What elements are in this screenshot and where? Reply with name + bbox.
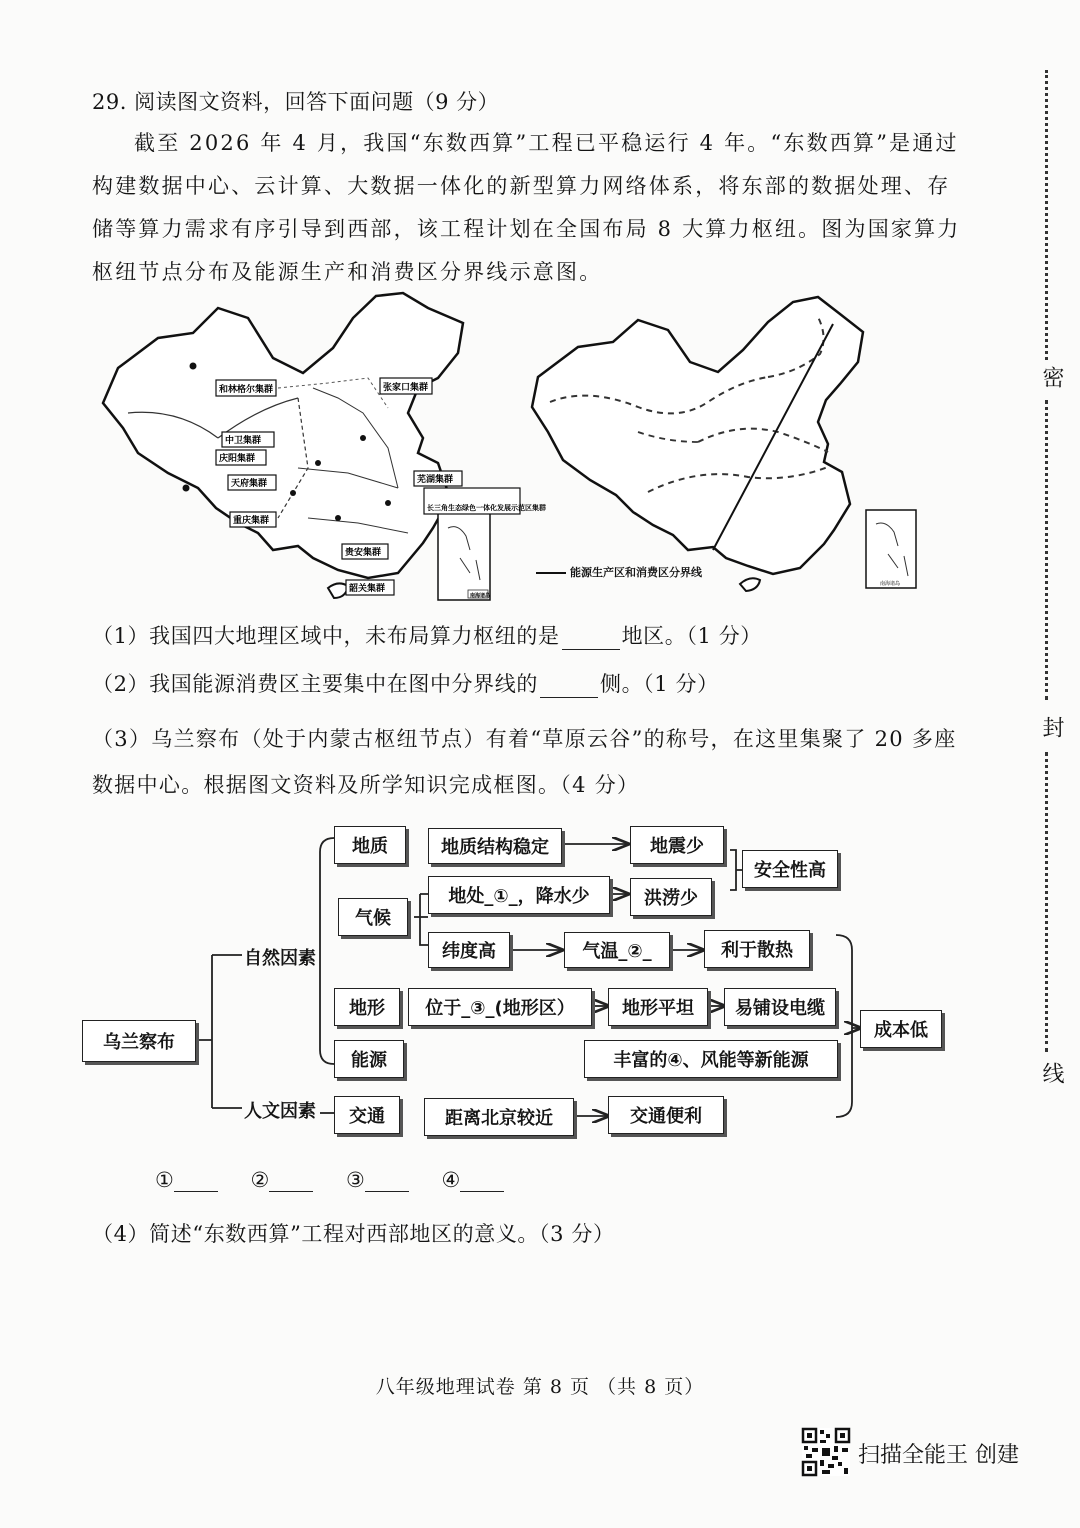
legend-text: 能源生产区和消费区分界线 bbox=[570, 566, 702, 579]
paragraph-text: 截至 2026 年 4 月，我国“东数西算”工程已平稳运行 4 年。“东数西算”是通过构建数据中心、云计算、大数据一体化的新型算力网络体系，将东部的数据处理、存储等算力需求有序引导到西部，该工程计划在全国布局 8 大算力枢纽。图为国家算力枢纽节点分布及能源生产和消费区分界线示意图。 bbox=[92, 131, 961, 284]
q2-text: （2）我国能源消费区主要集中在图中分界线的 bbox=[92, 672, 538, 696]
sub-question-3: （3）乌兰察布（处于内蒙古枢纽节点）有着“草原云谷”的称号，在这里集聚了 20 多座数据中心。根据图文资料及所学知识完成框图。（4 分） bbox=[92, 727, 957, 797]
answer-label-4: ④ bbox=[441, 1168, 461, 1192]
box-heat-dissipation: 利于散热 bbox=[704, 930, 810, 968]
box-climate: 气候 bbox=[338, 898, 408, 936]
answer-label-2: ② bbox=[250, 1168, 270, 1192]
q1-text: （1）我国四大地理区域中，未布局算力枢纽的是 bbox=[92, 624, 560, 648]
binding-char-feng: 封 bbox=[1039, 716, 1064, 738]
box-convenient-transport: 交通便利 bbox=[608, 1096, 724, 1134]
answer-blanks bbox=[155, 1168, 530, 1192]
answer-blank-2[interactable] bbox=[269, 1171, 313, 1192]
cluster-guian: 贵安集群 bbox=[345, 548, 382, 558]
box-easy-cables: 易铺设电缆 bbox=[724, 988, 836, 1026]
box-stable-geology: 地质结构稳定 bbox=[428, 828, 562, 864]
answer-label-1: ① bbox=[155, 1168, 174, 1192]
box-near-beijing: 距离北京较近 bbox=[424, 1098, 574, 1136]
cluster-zhongwei: 中卫集群 bbox=[225, 436, 262, 446]
binding-char-mi: 密 bbox=[1039, 366, 1064, 388]
cluster-wuhu: 芜湖集群 bbox=[417, 475, 454, 485]
q1-suffix: 地区。（1 分） bbox=[621, 624, 762, 648]
box-flat-terrain: 地形平坦 bbox=[608, 988, 708, 1026]
box-geology: 地质 bbox=[334, 826, 406, 864]
box-low-cost: 成本低 bbox=[860, 1010, 942, 1048]
box-few-earthquakes: 地震少 bbox=[630, 826, 724, 864]
box-energy: 能源 bbox=[334, 1040, 404, 1078]
box-located-low-rain: 地处_①_，降水少 bbox=[428, 876, 610, 914]
box-located-terrain-region: 位于_③_(地形区） bbox=[408, 988, 592, 1026]
box-terrain: 地形 bbox=[334, 988, 400, 1026]
box-ulanqab: 乌兰察布 bbox=[82, 1020, 196, 1062]
cluster-zhangjiakou: 张家口集群 bbox=[383, 383, 429, 393]
scanner-watermark: 扫描全能王 创建 bbox=[858, 1443, 1019, 1468]
answer-blank-4[interactable] bbox=[460, 1171, 504, 1192]
page-footer: 八年级地理试卷 第 8 页 （共 8 页） bbox=[375, 1376, 705, 1398]
label-human-factors: 人文因素 bbox=[244, 1101, 316, 1122]
cluster-tianfu: 天府集群 bbox=[231, 479, 268, 489]
qr-code-icon bbox=[802, 1428, 850, 1476]
box-transport: 交通 bbox=[334, 1096, 400, 1134]
box-rich-energy: 丰富的④、风能等新能源 bbox=[584, 1040, 838, 1078]
cluster-chongqing: 重庆集群 bbox=[233, 516, 270, 526]
cluster-qingyang: 庆阳集群 bbox=[219, 454, 256, 464]
answer-blank-1[interactable] bbox=[174, 1171, 218, 1192]
box-high-latitude: 纬度高 bbox=[428, 932, 510, 968]
cluster-shaoguan: 韶关集群 bbox=[349, 584, 386, 594]
inset-label-right: 南海诸岛 bbox=[880, 581, 901, 587]
cluster-helingeer: 和林格尔集群 bbox=[219, 385, 274, 395]
answer-label-3: ③ bbox=[346, 1168, 365, 1192]
answer-blank-3[interactable] bbox=[365, 1171, 409, 1192]
binding-char-xian: 线 bbox=[1039, 1062, 1064, 1084]
box-few-floods: 洪涝少 bbox=[630, 878, 712, 916]
inset-label-left: 南海诸岛 bbox=[470, 593, 491, 599]
q2-suffix: 侧。（1 分） bbox=[599, 672, 719, 696]
sub-question-4: （4）简述“东数西算”工程对西部地区的意义。（3 分） bbox=[92, 1222, 615, 1246]
box-high-safety: 安全性高 bbox=[742, 850, 838, 888]
cluster-yangtze-delta: 长三角生态绿色一体化发展示范区集群 bbox=[427, 504, 546, 512]
box-temperature: 气温_②_ bbox=[564, 932, 670, 968]
question-title: 29. 阅读图文资料，回答下面问题（9 分） bbox=[92, 90, 500, 114]
label-natural-factors: 自然因素 bbox=[244, 948, 316, 969]
